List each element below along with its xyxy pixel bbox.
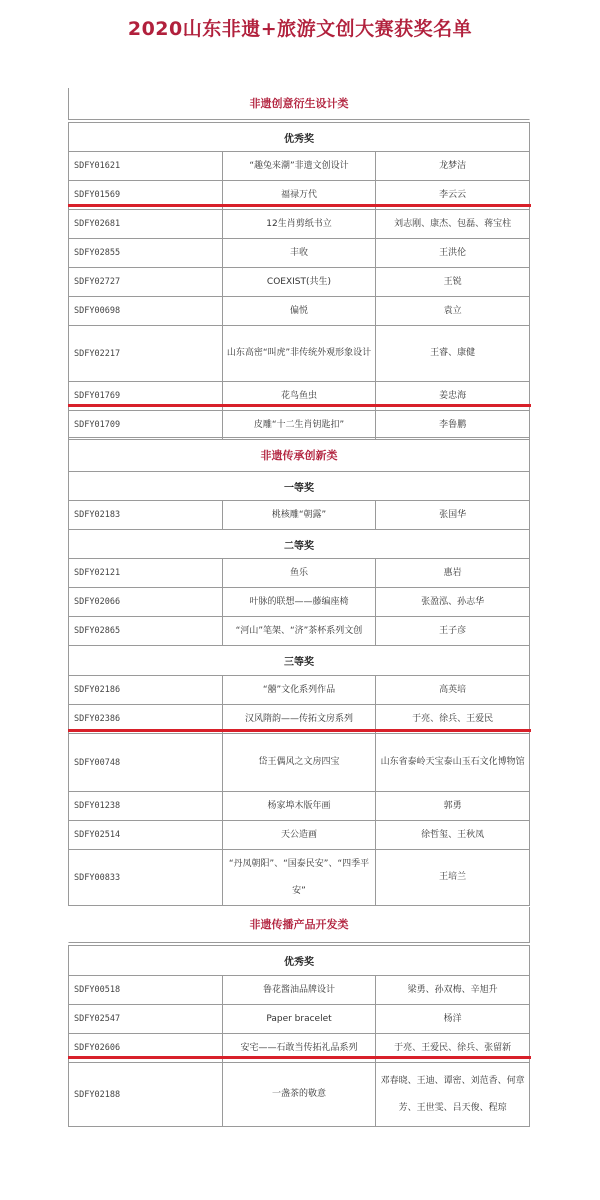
author-name: 张国华 <box>376 501 530 530</box>
entry-code: SDFY00518 <box>69 976 223 1005</box>
work-name: 鲁花酱油品牌设计 <box>222 976 376 1005</box>
table-row <box>69 617 530 646</box>
table-row <box>69 326 530 382</box>
entry-code: SDFY00748 <box>69 734 223 792</box>
highlight-separator <box>68 1056 531 1059</box>
table-row <box>69 559 530 588</box>
entry-code: SDFY02183 <box>69 501 223 530</box>
work-name: Paper bracelet <box>222 1005 376 1034</box>
entry-code: SDFY01238 <box>69 792 223 821</box>
author-name: 山东省泰岭天宝泰山玉石文化博物馆 <box>376 734 530 792</box>
section-dissemination <box>68 907 530 943</box>
author-name: 王睿、康健 <box>376 326 530 382</box>
work-name: 杨家埠木版年画 <box>222 792 376 821</box>
work-name: 汉风隋韵——传拓文房系列 <box>222 705 376 734</box>
table-row <box>69 976 530 1005</box>
work-name: 安宅——石敢当传拓礼品系列 <box>222 1034 376 1063</box>
work-name: 岱王偶风之文房四宝 <box>222 734 376 792</box>
entry-code: SDFY02217 <box>69 326 223 382</box>
section-heading: 非遗创意衍生设计类 <box>68 88 530 120</box>
entry-code: SDFY01709 <box>69 411 223 440</box>
entry-code: SDFY02681 <box>69 210 223 239</box>
work-name: 天公造画 <box>222 821 376 850</box>
table-row <box>69 792 530 821</box>
work-name: 花鸟鱼虫 <box>222 382 376 411</box>
highlight-separator <box>68 729 531 732</box>
entry-code: SDFY01769 <box>69 382 223 411</box>
entry-code: SDFY00698 <box>69 297 223 326</box>
work-name: 山东高密“叫虎”非传统外观形象设计 <box>222 326 376 382</box>
highlight-separator <box>68 204 531 207</box>
award-heading: 优秀奖 <box>69 946 530 976</box>
author-name: 于亮、王爱民、徐兵、张留新 <box>376 1034 530 1063</box>
entry-code: SDFY01621 <box>69 152 223 181</box>
work-name: 桃核雕“朝露” <box>222 501 376 530</box>
author-name: 李云云 <box>376 181 530 210</box>
table-row <box>69 1063 530 1127</box>
table-row <box>69 239 530 268</box>
entry-code: SDFY00833 <box>69 850 223 906</box>
author-name: 王锐 <box>376 268 530 297</box>
table-row <box>69 734 530 792</box>
entry-code: SDFY02547 <box>69 1005 223 1034</box>
award-heading: 优秀奖 <box>69 123 530 152</box>
author-name: 王洪伦 <box>376 239 530 268</box>
entry-code: SDFY02186 <box>69 676 223 705</box>
award-heading: 一等奖 <box>69 472 530 501</box>
author-name: 王培兰 <box>376 850 530 906</box>
table-row <box>69 297 530 326</box>
work-name: 鱼乐 <box>222 559 376 588</box>
table-section-1 <box>68 122 530 440</box>
author-name: 李鲁鹏 <box>376 411 530 440</box>
author-name: 惠岩 <box>376 559 530 588</box>
entry-code: SDFY02066 <box>69 588 223 617</box>
table-section-2 <box>68 437 530 906</box>
work-name: 一盏茶的敬意 <box>222 1063 376 1127</box>
table-row <box>69 501 530 530</box>
work-name: “河山”笔架、“济”茶杯系列文创 <box>222 617 376 646</box>
work-name: COEXIST(共生) <box>222 268 376 297</box>
author-name: 徐哲玺、王秋凤 <box>376 821 530 850</box>
award-heading: 三等奖 <box>69 646 530 676</box>
author-name: 张盈泓、孙志华 <box>376 588 530 617</box>
author-name: 于亮、徐兵、王爱民 <box>376 705 530 734</box>
section-heading: 非遗传播产品开发类 <box>68 907 530 943</box>
work-name: “囍”文化系列作品 <box>222 676 376 705</box>
table-row <box>69 411 530 440</box>
entry-code: SDFY01569 <box>69 181 223 210</box>
table-row <box>69 821 530 850</box>
table-section-3 <box>68 945 530 1127</box>
section-heading: 非遗传承创新类 <box>69 438 530 472</box>
author-name: 高英培 <box>376 676 530 705</box>
work-name: 12生肖剪纸书立 <box>222 210 376 239</box>
work-name: 皮雕“十二生肖钥匙扣” <box>222 411 376 440</box>
page-title: 2020山东非遗+旅游文创大赛获奖名单 <box>127 18 473 40</box>
work-name: 偏悦 <box>222 297 376 326</box>
entry-code: SDFY02188 <box>69 1063 223 1127</box>
author-name: 邓春晓、王迪、谭密、刘范香、何章芳、王世雯、吕天俊、程琼 <box>376 1063 530 1127</box>
entry-code: SDFY02865 <box>69 617 223 646</box>
author-name: 郭勇 <box>376 792 530 821</box>
table-row <box>69 1005 530 1034</box>
table-row <box>69 210 530 239</box>
work-name: “丹凤朝阳”、“国泰民安”、“四季平安” <box>222 850 376 906</box>
table-row <box>69 268 530 297</box>
entry-code: SDFY02606 <box>69 1034 223 1063</box>
author-name: 刘志刚、康杰、包磊、蒋宝柱 <box>376 210 530 239</box>
award-heading: 二等奖 <box>69 530 530 559</box>
author-name: 杨洋 <box>376 1005 530 1034</box>
entry-code: SDFY02514 <box>69 821 223 850</box>
entry-code: SDFY02855 <box>69 239 223 268</box>
work-name: 福禄万代 <box>222 181 376 210</box>
table-row <box>69 676 530 705</box>
table-row <box>69 588 530 617</box>
entry-code: SDFY02727 <box>69 268 223 297</box>
highlight-separator <box>68 404 531 407</box>
author-name: 龙梦洁 <box>376 152 530 181</box>
table-row <box>69 850 530 906</box>
table-row <box>69 152 530 181</box>
work-name: “趣兔来潮”非遗文创设计 <box>222 152 376 181</box>
entry-code: SDFY02121 <box>69 559 223 588</box>
work-name: 叶脉的联想——藤编座椅 <box>222 588 376 617</box>
author-name: 袁立 <box>376 297 530 326</box>
author-name: 王子彦 <box>376 617 530 646</box>
section-creative-derivative <box>68 88 530 120</box>
entry-code: SDFY02386 <box>69 705 223 734</box>
author-name: 梁勇、孙双梅、辛旭升 <box>376 976 530 1005</box>
author-name: 姜忠海 <box>376 382 530 411</box>
work-name: 丰收 <box>222 239 376 268</box>
